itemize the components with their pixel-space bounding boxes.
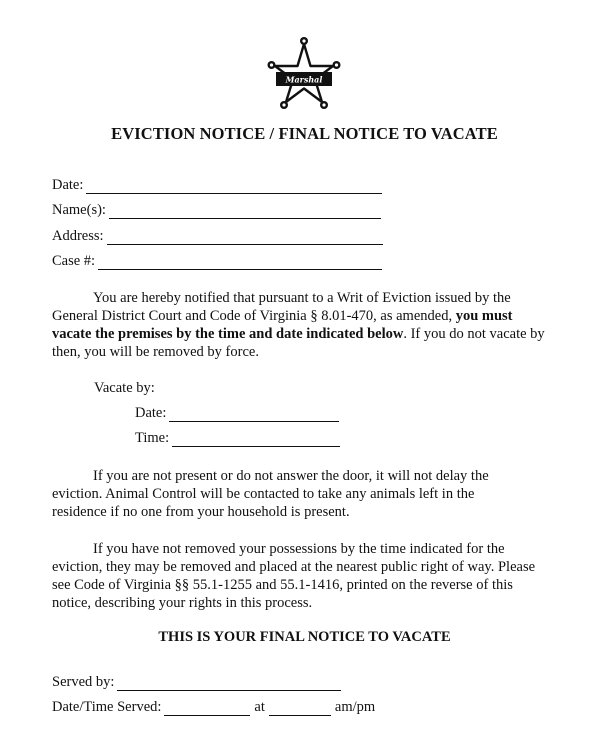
address-label: Address: [52, 228, 104, 244]
date-line[interactable] [86, 179, 382, 194]
case-field [52, 253, 382, 270]
address-field [52, 228, 383, 245]
vacate-time-label: Time: [135, 430, 170, 446]
datetime-served-field [52, 699, 379, 716]
animal-control-text: If you are not present or do not answer the door, it will not delay the eviction. Animal Control will be contacted to take any animals left in the residence if no one from your household is present. [52, 468, 489, 520]
served-time-line[interactable] [269, 701, 331, 716]
sheriff-badge-logo [264, 36, 344, 120]
vacate-date-field [135, 405, 339, 422]
case-line[interactable] [98, 255, 382, 270]
served-by-field [52, 674, 341, 691]
final-notice-heading: THIS IS YOUR FINAL NOTICE TO VACATE [158, 629, 451, 645]
vacate-time-line[interactable] [172, 432, 340, 447]
page-title: EVICTION NOTICE / FINAL NOTICE TO VACATE [111, 124, 498, 143]
date-label: Date: [52, 177, 84, 193]
names-label: Name(s): [52, 202, 106, 218]
served-date-line[interactable] [164, 701, 250, 716]
names-field [52, 202, 381, 219]
vacate-date-label: Date: [135, 405, 167, 421]
animal-control-paragraph [52, 467, 532, 521]
writ-paragraph-bold: you must vacate the premises by the time and date indicated below [52, 308, 513, 342]
writ-paragraph-intro: You are hereby notified that pursuant to a Writ of Eviction issued by the General District Court and Code of Virginia § 8.01-470, as amended, [52, 290, 511, 324]
names-line[interactable] [109, 204, 381, 219]
vacate-by-label: Vacate by: [94, 380, 155, 396]
writ-paragraph [52, 289, 552, 361]
served-by-line[interactable] [117, 676, 341, 691]
address-line[interactable] [107, 230, 383, 245]
case-label: Case #: [52, 253, 96, 269]
possessions-paragraph [52, 540, 552, 612]
vacate-date-line[interactable] [169, 407, 339, 422]
possessions-text: If you have not removed your possessions by the time indicated for the eviction, they may be removed and placed at the nearest public right of way. Please see Code of Virginia §§ 55.1-1255 and 55.1-1416, printed on the reverse of this notice, describing your rights in this process. [52, 541, 536, 611]
ampm-label: am/pm [334, 699, 376, 715]
at-label: at [254, 699, 265, 715]
vacate-time-field [135, 430, 340, 447]
served-by-label: Served by: [52, 674, 115, 690]
writ-paragraph-outro: . If you do not vacate by then, you will be removed by force. [52, 326, 545, 360]
datetime-served-label: Date/Time Served: [52, 699, 162, 715]
date-field [52, 177, 382, 194]
badge-text: Marshal [285, 74, 323, 85]
